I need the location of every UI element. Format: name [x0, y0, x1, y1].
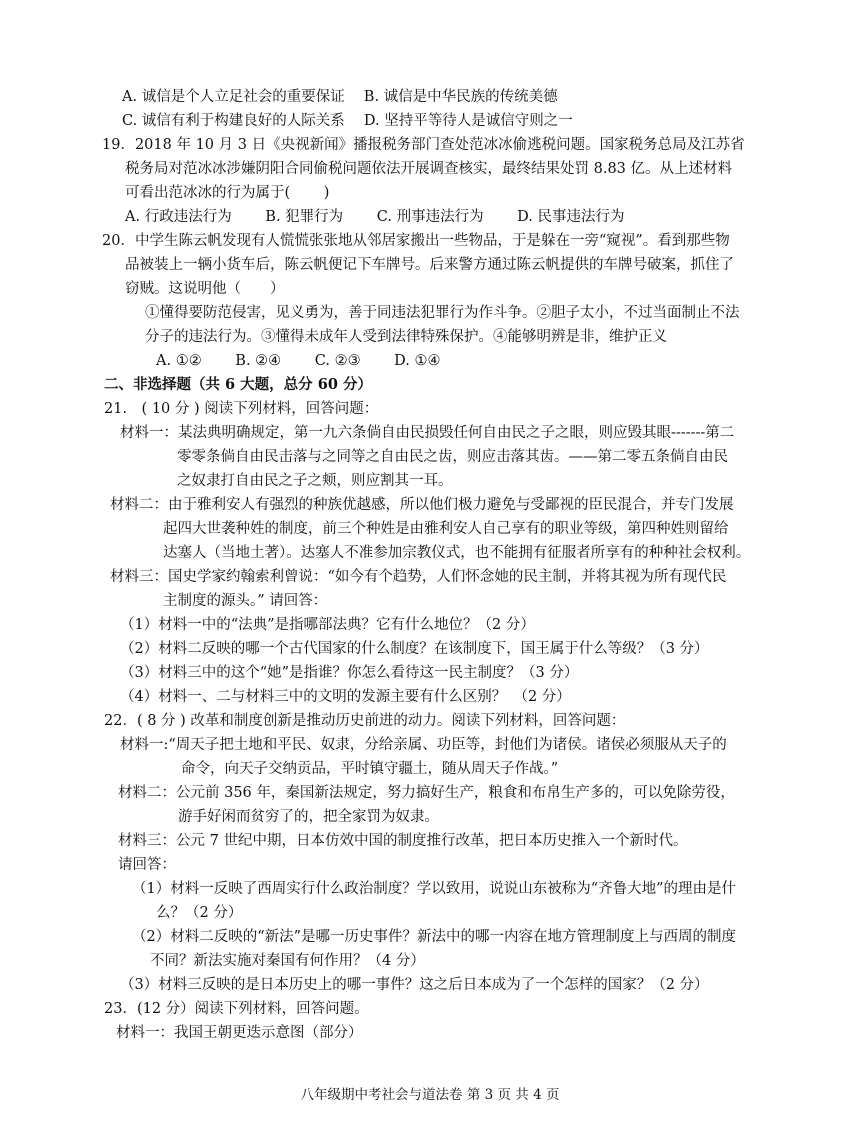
q22-material1-line2: 命令，向天子交纳贡品，平时镇守疆土，随从周天子作战。”	[181, 761, 559, 777]
q21-subquestion1: （1）材料一中的“法典”是指哪部法典？它有什么地位？（2 分）	[120, 617, 535, 633]
q22-subquestion2-line1: （2）材料二反映的“新法”是哪一历史事件？新法中的哪一内容在地方管理制度上与西周的制度	[132, 929, 737, 945]
q22-material1-line1: 材料一:“周天子把土地和平民、奴隶，分给亲属、功臣等，封他们为诸侯。诸侯必须服从天子的	[120, 737, 727, 753]
q21-material2-line3: 达塞人（当地土著）。达塞人不准参加宗教仪式，也不能拥有征服者所享有的种种社会权利。	[163, 545, 751, 561]
q22-material2-line1: 材料二：公元前 356 年，秦国新法规定，努力搞好生产，粮食和布帛生产多的，可以免除劳役，	[118, 785, 735, 801]
q19-options: A. 行政违法行为 B. 犯罪行为 C. 刑事违法行为 D. 民事违法行为	[125, 209, 625, 225]
section2-title: 二、非选择题（共 6 大题，总分 60 分）	[104, 376, 372, 393]
q20-options: A. ①② B. ②④ C. ②③ D. ①④	[156, 353, 441, 369]
q21-material1-line1: 材料一：某法典明确规定，第一九六条倘自由民损毁任何自由民之子之眼，则应毁其眼-------第二	[120, 425, 735, 441]
q22-title: 22．( 8 分 ) 改革和制度创新是推动历史前进的动力。阅读下列材料，回答问题：	[104, 713, 626, 729]
q22-material3-line1: 材料三：公元 7 世纪中期，日本仿效中国的制度推行改革，把日本历史推入一个新时代。	[118, 833, 688, 849]
q19-line2: 税务局对范冰冰涉嫌阴阳合同偷税问题依法开展调查核实，最终结果处罚 8.83 亿。从上述材料	[125, 161, 732, 177]
q21-subquestion3: （3）材料三中的这个“她”是指谁？你怎么看待这一民主制度？（3 分）	[120, 665, 579, 681]
q20-statement2: 分子的违法行为。③懂得未成年人受到法律特殊保护。④能够明辨是非，维护正义	[145, 329, 667, 345]
q23-title: 23．(12 分）阅读下列材料，回答问题。	[104, 1001, 369, 1017]
page-footer: 八年级期中考社会与道法卷 第 3 页 共 4 页	[300, 1087, 560, 1103]
q21-subquestion2: （2）材料二反映的哪一个古代国家的什么制度？在该制度下，国王属于什么等级？（3 分）	[120, 641, 709, 657]
q21-material3-line2: 主制度的源头。” 请回答：	[163, 593, 328, 609]
q18-options-row1: A. 诚信是个人立足社会的重要保证 B. 诚信是中华民族的传统美德	[122, 89, 558, 105]
q22-subquestion3: （3）材料三反映的是日本历史上的哪一事件？这之后日本成为了一个怎样的国家？（2 分）	[120, 977, 709, 993]
q21-material2-line2: 起四大世袭种姓的制度，前三个种姓是由雅利安人自己享有的职业等级，第四种姓则留给	[163, 521, 729, 537]
q22-ask: 请回答：	[118, 857, 176, 873]
q18-options-row2: C. 诚信有利于构建良好的人际关系 D. 坚持平等待人是诚信守则之一	[122, 113, 573, 129]
q21-material3-line1: 材料三：国史学家约翰索利曾说：“如今有个趋势，人们怀念她的民主制，并将其视为所有现代民	[110, 569, 727, 585]
q20-line3: 窃贼。这说明他（ ）	[125, 281, 285, 297]
q21-subquestion4: （4）材料一、二与材料三中的文明的发源主要有什么区别？ （2 分）	[120, 689, 571, 705]
q21-title: 21. ( 10 分 ) 阅读下列材料，回答问题：	[104, 401, 379, 417]
q22-subquestion1-line1: （1）材料一反映了西周实行什么政治制度？学以致用，说说山东被称为“齐鲁大地”的理由是什	[132, 881, 737, 897]
q20-line2: 品被装上一辆小货车后，陈云帆便记下车牌号。后来警方通过陈云帆提供的车牌号破案，抓住了	[125, 257, 734, 273]
q21-material1-line3: 之奴隶打自由民之子之颊，则应割其一耳。	[177, 473, 453, 489]
q22-subquestion2-line2: 不同？新法实施对秦国有何作用？（4 分）	[150, 953, 425, 969]
q22-material2-line2: 游手好闲而贫穷了的，把全家罚为奴隶。	[178, 809, 439, 825]
q21-material1-line2: 零零条倘自由民击落与之同等之自由民之齿，则应击落其齿。——第二零五条倘自由民	[177, 449, 728, 465]
q23-material1: 材料一：我国王朝更迭示意图（部分）	[116, 1025, 363, 1041]
q19-line1: 19．2018 年 10 月 3 日《央视新闻》播报税务部门查处范冰冰偷逃税问题。国家税务总局及江苏省	[102, 137, 745, 153]
q20-statement1: ①懂得要防范侵害，见义勇为，善于同违法犯罪行为作斗争。②胆子太小，不过当面制止不法	[145, 305, 740, 321]
q19-line3: 可看出范冰冰的行为属于( )	[125, 185, 330, 201]
q21-material2-line1: 材料二：由于雅利安人有强烈的种族优越感，所以他们极力避免与受鄙视的臣民混合，并专门发展	[110, 497, 734, 513]
q20-line1: 20．中学生陈云帆发现有人慌慌张张地从邻居家搬出一些物品，于是躲在一旁“窥视”。看到那些物	[102, 233, 730, 249]
q22-subquestion1-line2: 么？（2 分）	[156, 905, 243, 921]
